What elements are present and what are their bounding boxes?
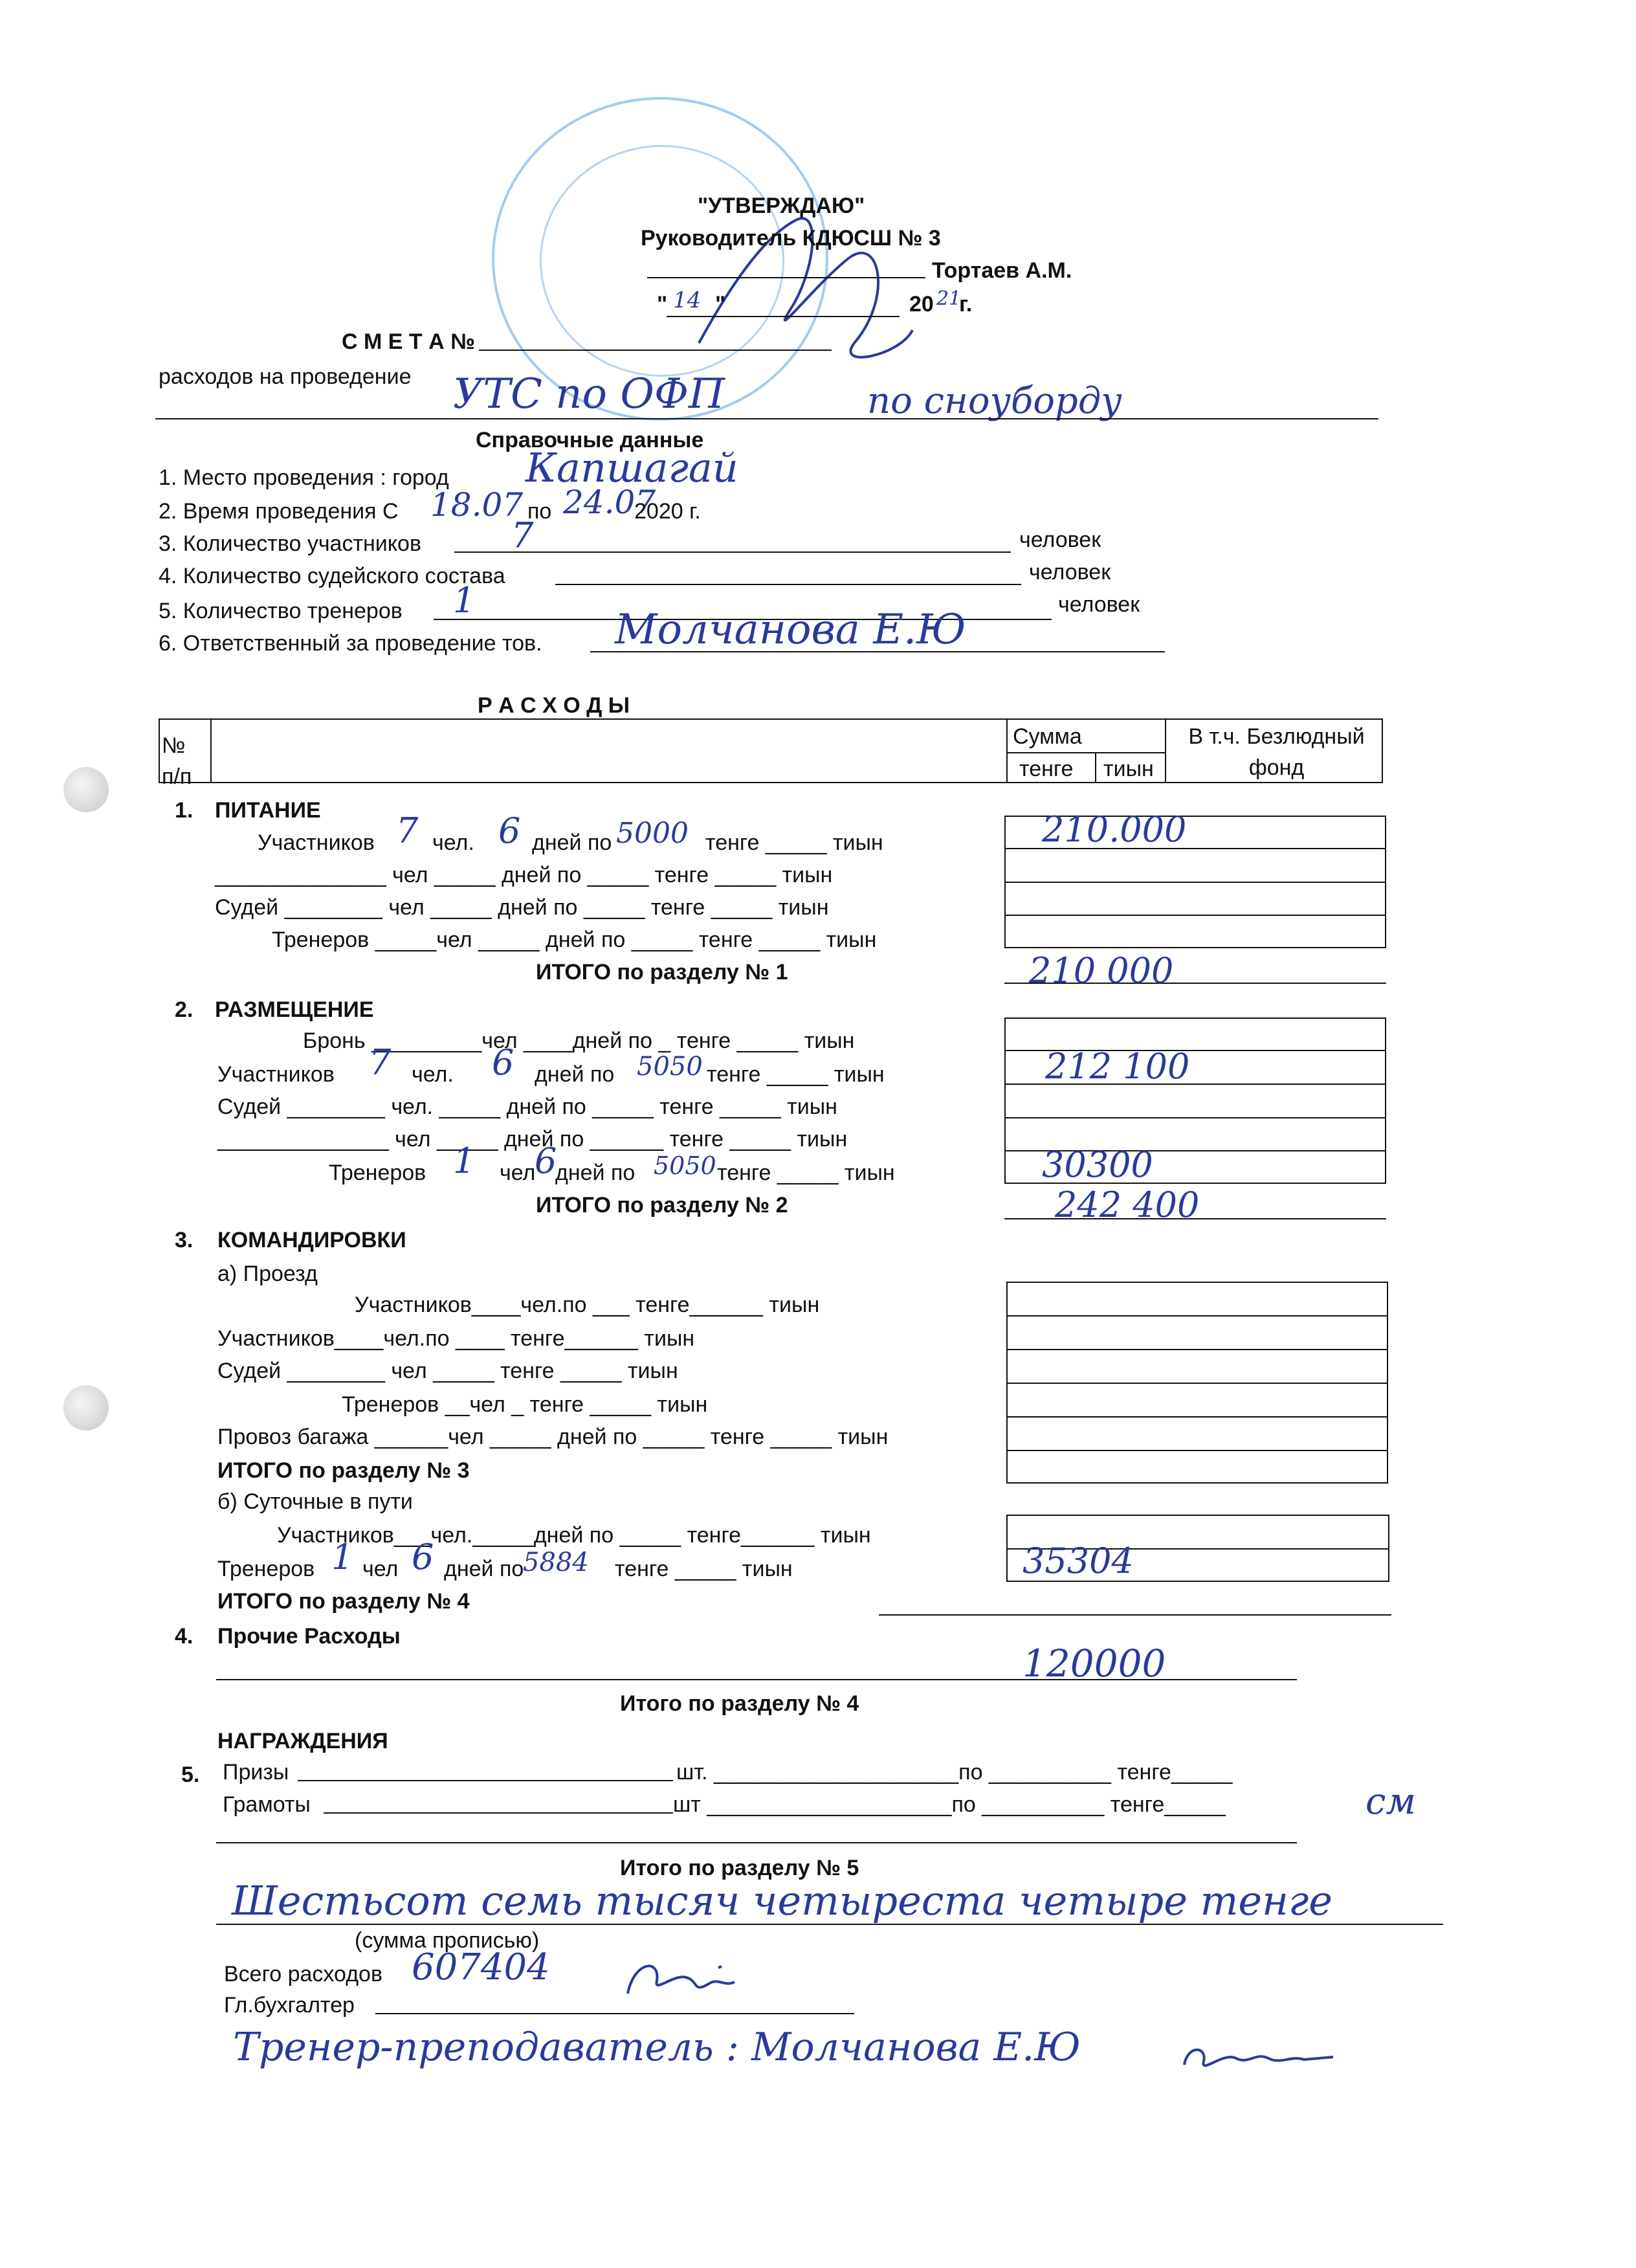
purpose-line [155, 418, 1378, 419]
s2-row2-days: 6 [492, 1042, 514, 1083]
s3-title: КОМАНДИРОВКИ [217, 1228, 406, 1252]
s2-row5-price: 5050 [654, 1151, 716, 1180]
accountant-label: Гл.бухгалтер [224, 1993, 355, 2018]
s2-box-line-3 [1004, 1117, 1386, 1118]
smeta-number-line [479, 350, 832, 351]
s5-diplomas-line [324, 1812, 673, 1814]
s1-row1-days: 6 [498, 810, 521, 851]
words-line [216, 1924, 1443, 1925]
reference-title: Справочные данные [476, 428, 704, 452]
responsible-hw: Молчанова Е.Ю [615, 606, 966, 654]
s3-sum-hw: 35304 [1022, 1540, 1134, 1581]
total-label: Всего расходов [224, 1962, 383, 1986]
approval-title: "УТВЕРЖДАЮ" [698, 194, 865, 218]
s5-prizes-rest: шт. ____________________по __________ тенге_____ [676, 1760, 1233, 1784]
s1-row2: ______________ чел _____ дней по _____ тенге _____ тиын [215, 863, 833, 887]
s3-row7-b: дней по [444, 1557, 524, 1581]
s2-row5-people: 1 [453, 1140, 476, 1181]
s2-row5-label: Тренеров [329, 1161, 426, 1185]
approval-sign-line [647, 277, 925, 278]
s3-box-line-1 [1006, 1315, 1388, 1317]
s5-total: Итого по разделу № 5 [620, 1856, 859, 1880]
s3-row7-a: чел [362, 1557, 399, 1581]
s2-total-hw: 242 400 [1055, 1184, 1200, 1225]
s1-sum-hw: 210.000 [1042, 809, 1187, 850]
s1-row4: Тренеров _____чел _____ дней по _____ тенге _____ тиын [272, 928, 877, 952]
s3-box-line-5 [1006, 1450, 1388, 1451]
approval-date-year-hw: 21 [936, 287, 962, 310]
participants-line [454, 551, 1011, 553]
s3-box-line-4 [1006, 1416, 1388, 1418]
col-num-header: № п/п [162, 733, 192, 789]
s2-row2-people: 7 [369, 1042, 392, 1083]
trainer-hw: Тренер-преподаватель : Молчанова Е.Ю [233, 2025, 1081, 2070]
approval-date-open: " [657, 292, 668, 317]
col-tiyn-header: тиын [1103, 757, 1154, 781]
s5-prizes-line [298, 1780, 673, 1781]
s1-row1-b: дней по [532, 830, 612, 855]
s1-total-hw: 210 000 [1029, 950, 1174, 991]
s3-row7-label: Тренеров [217, 1557, 315, 1581]
s5-prizes-label: Призы [223, 1760, 289, 1784]
s2-row2-price: 5050 [637, 1052, 703, 1082]
place-hw: Капшагай [525, 444, 738, 491]
director-signature [686, 194, 919, 382]
trainers-unit: человек [1058, 592, 1140, 617]
approval-name: Тортаев А.М. [932, 258, 1072, 283]
approval-date-suffix: г. [959, 292, 973, 317]
s2-sum-hw-1: 212 100 [1045, 1046, 1190, 1087]
trainers-label: 5. Количество тренеров [159, 599, 403, 623]
s3-box-line-2 [1006, 1349, 1388, 1350]
s1-total: ИТОГО по разделу № 1 [536, 960, 788, 984]
purpose-label: расходов на проведение [159, 364, 412, 389]
s1-box-line-3 [1004, 915, 1386, 916]
s2-sum-hw-2: 30300 [1042, 1144, 1153, 1185]
s1-box-line-2 [1004, 882, 1386, 883]
s1-num: 1. [175, 798, 193, 823]
s4-sum-hw: 120000 [1022, 1641, 1166, 1685]
s3-row5: Провоз багажа ______чел _____ дней по _____ тенге _____ тиын [217, 1425, 889, 1449]
col-divider-3 [1165, 718, 1166, 783]
s2-row2-label: Участников [217, 1062, 335, 1087]
s1-row1-price: 5000 [616, 817, 689, 850]
col-divider-2 [1006, 718, 1008, 783]
s5-title: НАГРАЖДЕНИЯ [217, 1729, 388, 1753]
s3-row7-c: тенге _____ тиын [615, 1557, 793, 1581]
s1-row1-people: 7 [396, 810, 419, 851]
s2-row3: Судей ________ чел. _____ дней по _____ тенге _____ тиын [217, 1095, 837, 1119]
s3-row4: Тренеров __чел _ тенге _____ тиын [342, 1392, 708, 1417]
punch-hole-top [63, 767, 109, 812]
s1-row1-label: Участников [258, 830, 375, 855]
s4-line-right [879, 1614, 1391, 1616]
col-fund-header: В т.ч. Безлюдный фонд [1188, 724, 1365, 780]
time-to-hw: 24.07 [563, 484, 656, 521]
s1-title: ПИТАНИЕ [215, 798, 321, 823]
purpose-hw-1: УТС по ОФП [453, 370, 725, 418]
s2-row5-days: 6 [535, 1140, 557, 1181]
s2-row2-b: дней по [535, 1062, 615, 1087]
s3-row7-price: 5884 [523, 1548, 589, 1577]
s4-total: Итого по разделу № 4 [620, 1691, 859, 1716]
s5-num: 5. [181, 1762, 200, 1787]
col-tenge-header: тенге [1019, 757, 1074, 781]
total-hw: 607404 [412, 1946, 550, 1988]
s1-row1-c: тенге _____ тиын [705, 830, 883, 855]
s3-sub-b: б) Суточные в пути [217, 1489, 413, 1514]
expenses-title: Р А С Х О Д Ы [478, 693, 630, 718]
approval-date-day: 14 [673, 287, 702, 313]
smeta-title: С М Е Т А № [342, 329, 476, 354]
time-to-label: по [527, 499, 552, 524]
s2-title: РАЗМЕЩЕНИЕ [215, 997, 374, 1022]
words-hw: Шестьсот семь тысяч четыреста четыре тенге [232, 1877, 1332, 1924]
s1-row1-a: чел. [432, 830, 474, 855]
trainer-signature [1178, 2032, 1340, 2084]
s3-sub-a: а) Проезд [217, 1262, 318, 1286]
s2-total: ИТОГО по разделу № 2 [536, 1193, 788, 1217]
s3-row7-people: 1 [331, 1537, 354, 1577]
s3-row1: Участников____чел.по ___ тенге______ тиын [355, 1293, 820, 1317]
time-label: 2. Время проведения С [159, 499, 399, 524]
s3-row2: Участников____чел.по ____ тенге______ тиын [217, 1326, 695, 1351]
judges-unit: человек [1029, 560, 1111, 584]
s4-title: Прочие Расходы [217, 1624, 401, 1649]
s3-box-line-3 [1006, 1383, 1388, 1384]
s4-num: 4. [175, 1624, 193, 1649]
col-divider-1 [210, 718, 212, 783]
s2-row5-c: тенге _____ тиын [717, 1161, 895, 1185]
s3-row6: Участников___чел._____дней по _____ тенге______ тиын [277, 1523, 871, 1548]
approval-date-close: " [715, 292, 726, 317]
time-year: 2020 г. [634, 499, 701, 524]
col-divider-4 [1095, 752, 1096, 783]
sum-header-split [1006, 752, 1165, 753]
col-sum-header: Сумма [1013, 724, 1082, 749]
s5-margin-hw: см [1365, 1781, 1416, 1823]
judges-line [555, 584, 1021, 585]
judges-label: 4. Количество судейского состава [159, 564, 505, 588]
s2-row2-c: тенге _____ тиын [707, 1062, 885, 1087]
s3-num: 3. [175, 1228, 193, 1252]
s5-diplomas-label: Грамоты [223, 1792, 311, 1817]
s5-diplomas-rest: шт ____________________по __________ тенге_____ [673, 1792, 1226, 1817]
punch-hole-bottom [63, 1385, 109, 1430]
trainers-hw: 1 [453, 580, 476, 621]
s2-row1: Бронь _________чел ____дней по _ тенге _____ тиын [303, 1028, 855, 1053]
s3-total4: ИТОГО по разделу № 4 [217, 1589, 470, 1614]
s2-num: 2. [175, 997, 193, 1022]
s2-row5-a: чел [500, 1161, 536, 1185]
accountant-line [375, 2013, 854, 2014]
place-label: 1. Место проведения : город [159, 465, 449, 490]
s4-line [216, 1679, 1297, 1680]
s2-row2-a: чел. [412, 1062, 454, 1087]
accountant-signature [621, 1955, 751, 2007]
participants-label: 3. Количество участников [159, 531, 422, 556]
participants-unit: человек [1019, 528, 1101, 552]
s1-row3: Судей ________ чел _____ дней по _____ тенге _____ тиын [215, 895, 829, 920]
s3-total3: ИТОГО по разделу № 3 [217, 1458, 470, 1483]
s5-line [216, 1842, 1297, 1843]
s3-row3: Судей ________ чел _____ тенге _____ тиын [217, 1359, 678, 1383]
s2-row5-b: дней по [555, 1161, 636, 1185]
s3-row7-days: 6 [412, 1537, 434, 1577]
approval-date-line [667, 316, 900, 317]
words-label: (сумма прописью) [355, 1928, 540, 1953]
participants-hw: 7 [511, 515, 534, 556]
purpose-hw-2: по сноуборду [867, 380, 1122, 422]
approval-date-year: 20 [909, 292, 934, 317]
approval-role: Руководитель КДЮСШ № 3 [641, 226, 941, 250]
responsible-label: 6. Ответственный за проведение тов. [159, 631, 542, 656]
s2-row4: ______________ чел _____ дней по ______ тенге _____ тиын [217, 1127, 848, 1151]
time-from-hw: 18.07 [430, 486, 524, 524]
